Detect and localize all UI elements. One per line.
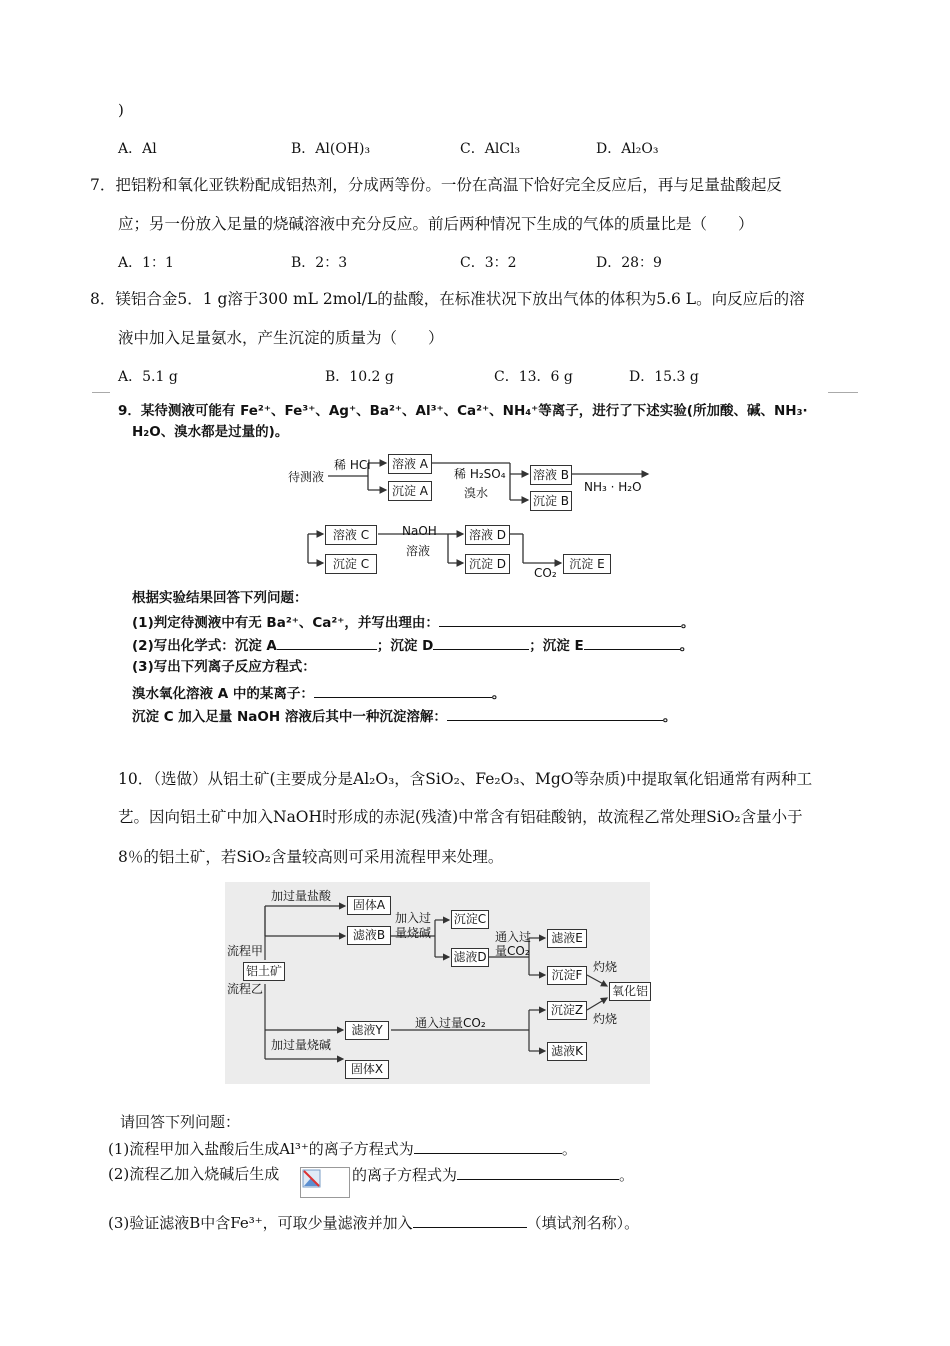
flow10-filt-k: 滤液K: [547, 1042, 587, 1061]
q9-sub2a-text: (2)写出化学式：沉淀 A: [132, 638, 277, 654]
q10-line3: 8％的铝土矿，若SiO₂含量较高则可采用流程甲来处理。: [118, 848, 504, 866]
broken-image-glyph: [302, 1169, 322, 1189]
flow10-ore: 铝土矿: [243, 962, 285, 981]
paren-close: ): [118, 101, 124, 119]
flow10-solid-x: 固体X: [345, 1060, 389, 1079]
q8-option-d: D．15.3 g: [629, 369, 699, 385]
flow9-reagent3: NH₃ · H₂O: [584, 480, 642, 494]
q9-sub2: [132, 635, 693, 655]
flow10-base1b: 量烧碱: [395, 926, 432, 940]
q10-sub1-blank[interactable]: [414, 1139, 562, 1154]
q10-sub1: [108, 1139, 577, 1158]
flow10-filt-y: 滤液Y: [345, 1021, 389, 1040]
flow9-reagent4a: NaOH: [402, 524, 437, 538]
flow10-prec-f: 沉淀F: [547, 966, 587, 985]
q9-sub3: (3)写出下列离子反应方程式：: [132, 659, 316, 675]
flow10-filt-e: 滤液E: [547, 929, 587, 948]
q8-option-b: B．10.2 g: [325, 369, 394, 385]
flow10-co2c: 通入过量CO₂: [415, 1016, 486, 1030]
broken-image-icon: [300, 1167, 350, 1198]
flow9-sol-b: 溶液 B: [530, 465, 572, 485]
q9-prec-a-blank[interactable]: [277, 635, 377, 650]
q8-option-a: A．5.1 g: [118, 369, 178, 385]
divider-right: [828, 392, 858, 393]
q6-option-d: D．Al₂O₃: [596, 141, 659, 157]
flow10-solid-a: 固体A: [347, 896, 391, 915]
q7-option-b: B．2：3: [291, 255, 348, 271]
q10-sub3a-text: (3)验证滤液B中含Fe³⁺，可取少量滤液并加入: [108, 1214, 413, 1232]
flow9-prec-a: 沉淀 A: [388, 481, 432, 501]
q10-sub2-tail: [352, 1165, 634, 1184]
q9-sub2-end: 。: [679, 638, 694, 654]
flow9-reagent2a: 稀 H₂SO₄: [454, 467, 506, 481]
q10-sub2-blank[interactable]: [457, 1165, 619, 1180]
q8-line1: 8．镁铝合金5．1 g溶于300 mL 2mol/L的盐酸，在标准状况下放出气体的体积为5.6 L。向反应后的溶: [90, 290, 805, 308]
q9-line1: 9．某待测液可能有 Fe²⁺、Fe³⁺、Ag⁺、Ba²⁺、Al³⁺、Ca²⁺、NH₄⁺等离子，进行了下述实验(所加酸、碱、NH₃·: [118, 403, 808, 419]
divider-left: [92, 392, 110, 393]
q6-option-c: C．AlCl₃: [460, 141, 521, 157]
q7-option-c: C．3：2: [460, 255, 517, 271]
q9-sub1-end: 。: [680, 615, 695, 631]
q9-sub3b-end: 。: [662, 709, 677, 725]
q10-sub2-end: 。: [619, 1166, 635, 1184]
q9-sub2c-text: ；沉淀 E: [529, 638, 584, 654]
flow10-route-b: 流程乙: [227, 982, 264, 996]
q9-line2: H₂O、溴水都是过量的)。: [132, 424, 289, 440]
flow9-reagent4b: 溶液: [406, 544, 431, 558]
q9-prec-e-blank[interactable]: [584, 635, 680, 650]
q8-line2: 液中加入足量氨水，产生沉淀的质量为（ ）: [118, 329, 444, 347]
q6-option-b: B．Al(OH)₃: [291, 141, 371, 157]
q10-sub3-blank[interactable]: [413, 1213, 527, 1228]
flow10-burn1: 灼烧: [593, 960, 618, 974]
q10-sub3b-text: （填试剂名称）。: [526, 1214, 640, 1232]
flow9-prec-b: 沉淀 B: [530, 491, 572, 511]
flow10-base2: 加过量烧碱: [271, 1038, 332, 1052]
q7-option-d: D．28：9: [596, 255, 662, 271]
q9-sub1: [132, 612, 694, 632]
q9-intro: 根据实验结果回答下列问题：: [132, 590, 308, 606]
q7-line2: 应；另一份放入足量的烧碱溶液中充分反应。前后两种情况下生成的气体的质量比是（ ）: [118, 215, 754, 233]
flow9-sol-a: 溶液 A: [388, 454, 432, 474]
flow10-acid: 加过量盐酸: [271, 889, 332, 903]
q9-sub3b-text: 沉淀 C 加入足量 NaOH 溶液后其中一种沉淀溶解：: [132, 709, 447, 725]
q9-sub3a: [132, 683, 505, 703]
q9-sub2b-text: ；沉淀 D: [376, 638, 434, 654]
flow10-co2a: 通入过: [495, 930, 532, 944]
q7-option-a: A．1：1: [118, 255, 174, 271]
q9-sub3b: [132, 706, 676, 726]
q9-prec-d-blank[interactable]: [433, 635, 529, 650]
flow10-prec-c: 沉淀C: [451, 910, 489, 929]
flow9-sol-d: 溶液 D: [465, 525, 510, 545]
q10-sub2b-text: 的离子方程式为: [352, 1166, 458, 1184]
flow9-reagent2b: 溴水: [464, 486, 489, 500]
flow9-start: 待测液: [288, 470, 325, 484]
q9-sub3a-text: 溴水氧化溶液 A 中的某离子：: [132, 686, 314, 702]
flow9-prec-c: 沉淀 C: [325, 554, 377, 574]
flow9-prec-d: 沉淀 D: [465, 554, 510, 574]
flow9-reagent1: 稀 HCl: [334, 458, 371, 472]
q9-sub3a-blank[interactable]: [314, 683, 492, 698]
q10-line1: 10．（选做）从铝土矿(主要成分是Al₂O₃，含SiO₂、Fe₂O₃、MgO等杂质)中提取氧化铝通常有两种工: [118, 770, 813, 788]
flow9-sol-c: 溶液 C: [325, 525, 377, 545]
q9-sub3b-blank[interactable]: [447, 706, 663, 721]
q9-sub3a-end: 。: [491, 686, 506, 702]
q10-sub1-end: 。: [561, 1140, 577, 1158]
q10-sub3: [108, 1213, 639, 1232]
q9-sub1-blank[interactable]: [439, 612, 681, 627]
flow10-base1a: 加入过: [395, 911, 432, 925]
q10-sub1-text: (1)流程甲加入盐酸后生成Al³⁺的离子方程式为: [108, 1140, 414, 1158]
q10-prompt: 请回答下列问题：: [120, 1113, 241, 1131]
q6-option-a: A．Al: [118, 141, 157, 157]
q10-sub2a-text: (2)流程乙加入烧碱后生成: [108, 1165, 280, 1183]
flow10-filt-d: 滤液D: [451, 948, 489, 967]
flow9-reagent5: CO₂: [534, 566, 557, 580]
flow10-filt-b: 滤液B: [347, 926, 391, 945]
flow9-prec-e: 沉淀 E: [563, 554, 611, 574]
flow10-burn2: 灼烧: [593, 1012, 618, 1026]
q10-line2: 艺。因向铝土矿中加入NaOH时形成的赤泥(残渣)中常含有铝硅酸钠，故流程乙常处理SiO₂含量小于: [118, 808, 803, 826]
q10-sub2: [108, 1165, 279, 1183]
q9-sub1-text: (1)判定待测液中有无 Ba²⁺、Ca²⁺，并写出理由：: [132, 615, 439, 631]
flow10-co2b: 量CO₂: [495, 944, 530, 958]
flow10-alumina: 氧化铝: [609, 982, 651, 1001]
q9-flowchart: [288, 448, 668, 578]
q8-option-c: C．13．6 g: [494, 369, 573, 385]
q7-line1: 7．把铝粉和氧化亚铁粉配成铝热剂，分成两等份。一份在高温下恰好完全反应后，再与足量盐酸起反: [90, 176, 782, 194]
flow10-prec-z: 沉淀Z: [547, 1001, 587, 1020]
q10-flowchart: [225, 882, 650, 1084]
flow10-route-a: 流程甲: [227, 944, 264, 958]
